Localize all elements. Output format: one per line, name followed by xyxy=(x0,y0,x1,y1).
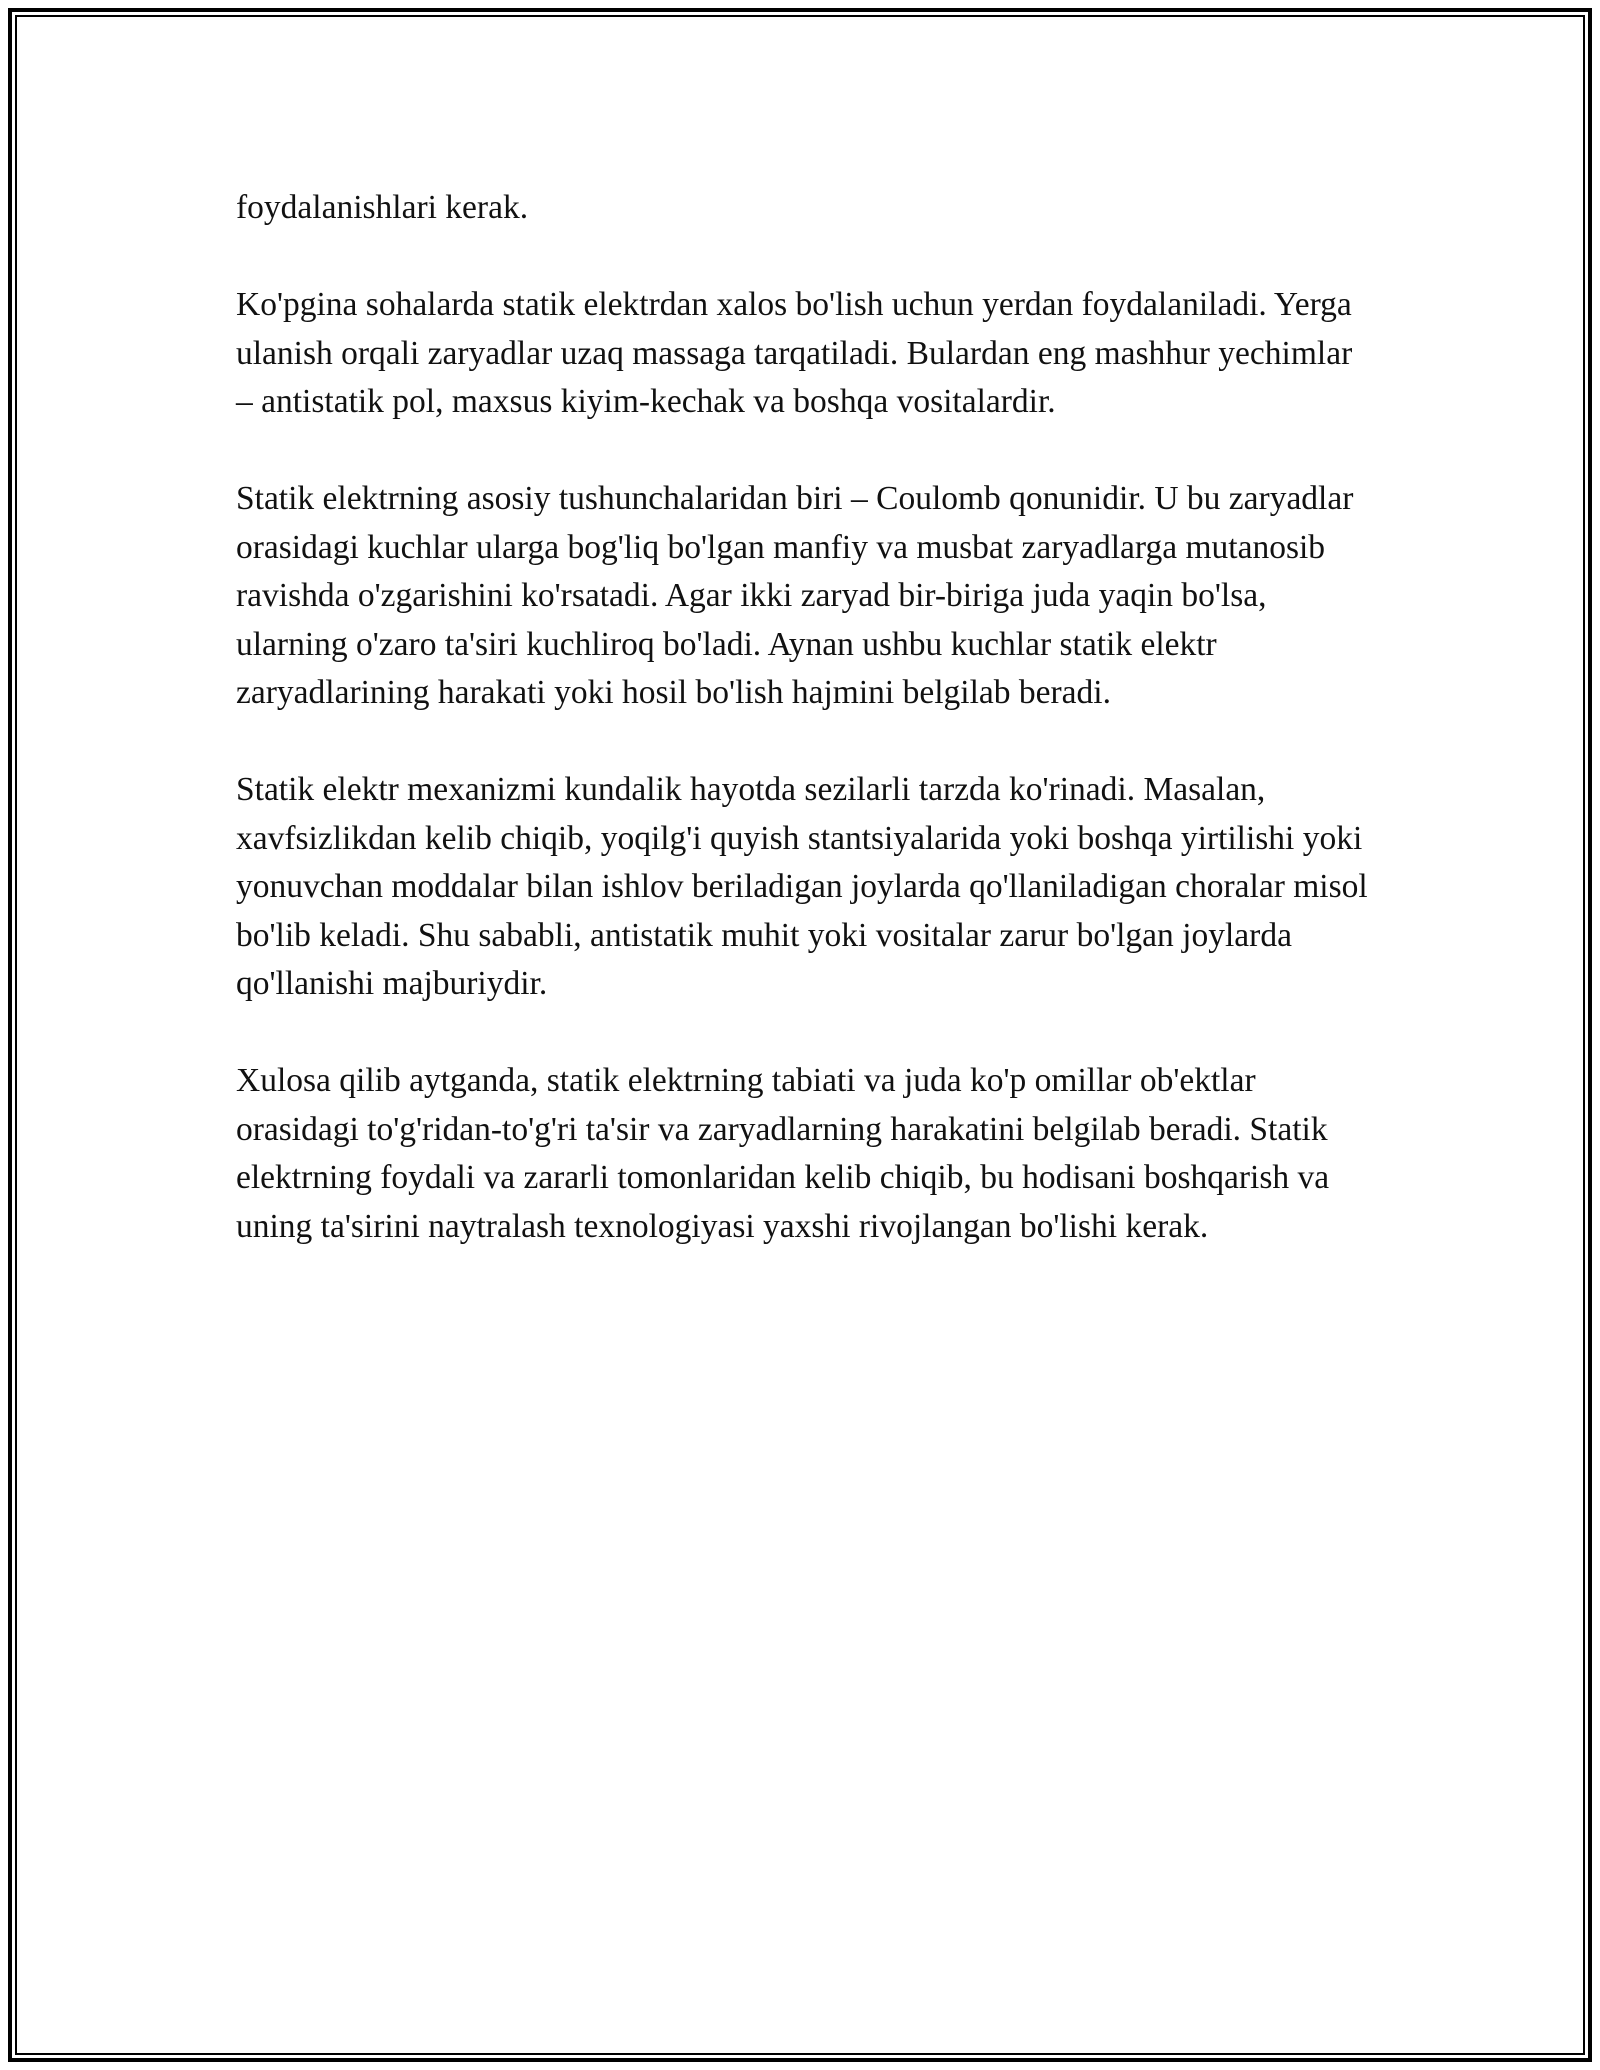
paragraph-4: Statik elektr mexanizmi kundalik hayotda sezilarli tarzda ko'rinadi. Masalan, xavfsizlikdan kelib chiqib, yoqilg'i quyish stantsiyalarida yoki boshqa yirtilishi yoki yonuvchan moddalar bilan ishlov beriladigan joylarda qo'llaniladigan choralar misol bo'lib keladi. Shu sababli, antistatik muhit yoki vositalar zarur bo'lgan joylarda qo'llanishi majburiydir. xyxy=(236,771,1368,1002)
paragraph-2: Ko'pgina sohalarda statik elektrdan xalos bo'lish uchun yerdan foydalaniladi. Yerga ulanish orqali zaryadlar uzaq massaga tarqatiladi. Bulardan eng mashhur yechimlar – antistatik pol, maxsus kiyim-kechak va boshqa vositalardir. xyxy=(236,286,1353,420)
paragraph-5: Xulosa qilib aytganda, statik elektrning tabiati va juda ko'p omillar ob'ektlar orasidagi to'g'ridan-to'g'ri ta'sir va zaryadlarning harakatini belgilab beradi. Statik elektrning foydali va zararli tomonlaridan kelib chiqib, bu hodisani boshqarish va uning ta'sirini naytralash texnologiyasi yaxshi rivojlangan bo'lishi kerak. xyxy=(236,1062,1330,1245)
paragraph-1: foydalanishlari kerak. xyxy=(236,189,529,226)
document-body xyxy=(236,184,1376,1300)
paragraph-3: Statik elektrning asosiy tushunchalaridan biri – Coulomb qonunidir. U bu zaryadlar orasidagi kuchlar ularga bog'liq bo'lgan manfiy va musbat zaryadlarga mutanosib ravishda o'zgarishini ko'rsatadi. Agar ikki zaryad bir-biriga juda yaqin bo'lsa, ularning o'zaro ta'siri kuchliroq bo'ladi. Aynan ushbu kuchlar statik elektr zaryadlarining harakati yoki hosil bo'lish hajmini belgilab beradi. xyxy=(236,480,1354,711)
